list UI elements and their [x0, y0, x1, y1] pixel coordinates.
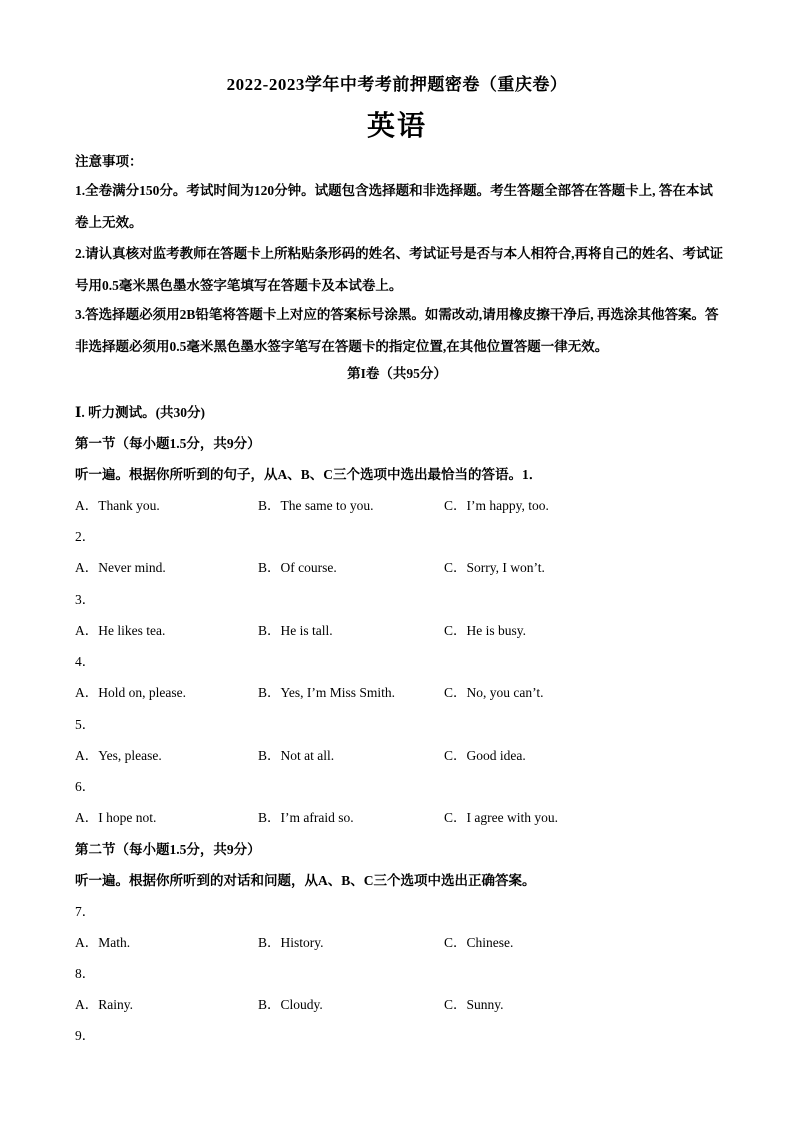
subsection-2-instruction: 听一遍。根据你所听到的对话和问题，从A、B、C三个选项中选出正确答案。	[75, 873, 536, 888]
subsection-2-title: 第二节（每小题1.5分，共9分）	[75, 842, 261, 857]
q3-option-c: C．He is busy.	[444, 623, 527, 638]
q8-option-c: C．Sunny.	[444, 997, 504, 1012]
q3-number: 3．	[75, 592, 96, 607]
q1-option-a: A．Thank you.	[75, 498, 160, 513]
q6-option-c: C．I agree with you.	[444, 810, 558, 825]
q4-option-b: B．Yes, I’m Miss Smith.	[258, 685, 396, 700]
q8-option-b: B．Cloudy.	[258, 997, 323, 1012]
q6-option-a: A．I hope not.	[75, 810, 157, 825]
q3-option-a: A．He likes tea.	[75, 623, 166, 638]
q1-option-b: B．The same to you.	[258, 498, 374, 513]
q5-number: 5．	[75, 717, 96, 732]
subsection-1-title: 第一节（每小题1.5分，共9分）	[75, 436, 261, 451]
notice-item-2: 2.请认真核对监考教师在答题卡上所粘贴条形码的姓名、考试证号是否与本人相符合,再将自己的姓名、考试证号用0.5毫米黑色墨水签字笔填写在答题卡及本试卷上。	[75, 246, 723, 293]
notice-item-1: 1.全卷满分150分。考试时间为120分钟。试题包含选择题和非选择题。考生答题全部答在答题卡上, 答在本试卷上无效。	[75, 183, 713, 230]
section-title: Ⅰ. 听力测试。(共30分)	[75, 405, 206, 420]
q4-option-a: A．Hold on, please.	[75, 685, 186, 700]
q3-option-b: B．He is tall.	[258, 623, 333, 638]
part-title: 第I卷（共95分）	[347, 366, 447, 381]
q6-number: 6．	[75, 779, 96, 794]
notice-heading: 注意事项：	[75, 154, 143, 169]
q7-number: 7．	[75, 904, 96, 919]
q8-number: 8．	[75, 966, 96, 981]
q5-option-a: A．Yes, please.	[75, 748, 162, 763]
notice-item-3: 3.答选择题必须用2B铅笔将答题卡上对应的答案标号涂黑。如需改动,请用橡皮擦干净后, 再选涂其他答案。答非选择题必须用0.5毫米黑色墨水签字笔写在答题卡的指定位置,在其他位置答题一律无效。	[75, 307, 719, 354]
q9-number: 9．	[75, 1028, 96, 1043]
q5-option-b: B．Not at all.	[258, 748, 335, 763]
q7-option-a: A．Math.	[75, 935, 131, 950]
q5-option-c: C．Good idea.	[444, 748, 526, 763]
subsection-1-instruction: 听一遍。根据你所听到的句子，从A、B、C三个选项中选出最恰当的答语。1．	[75, 467, 543, 482]
q2-number: 2．	[75, 529, 96, 544]
q6-option-b: B．I’m afraid so.	[258, 810, 354, 825]
q2-option-b: B．Of course.	[258, 560, 337, 575]
q1-option-c: C．I’m happy, too.	[444, 498, 549, 513]
q7-option-b: B．History.	[258, 935, 324, 950]
q8-option-a: A．Rainy.	[75, 997, 133, 1012]
q2-option-a: A．Never mind.	[75, 560, 166, 575]
q4-number: 4．	[75, 654, 96, 669]
q4-option-c: C．No, you can’t.	[444, 685, 544, 700]
exam-title: 2022-2023学年中考考前押题密卷（重庆卷）	[226, 75, 568, 94]
q7-option-c: C．Chinese.	[444, 935, 514, 950]
subject-title: 英语	[366, 111, 427, 142]
q2-option-c: C．Sorry, I won’t.	[444, 560, 545, 575]
